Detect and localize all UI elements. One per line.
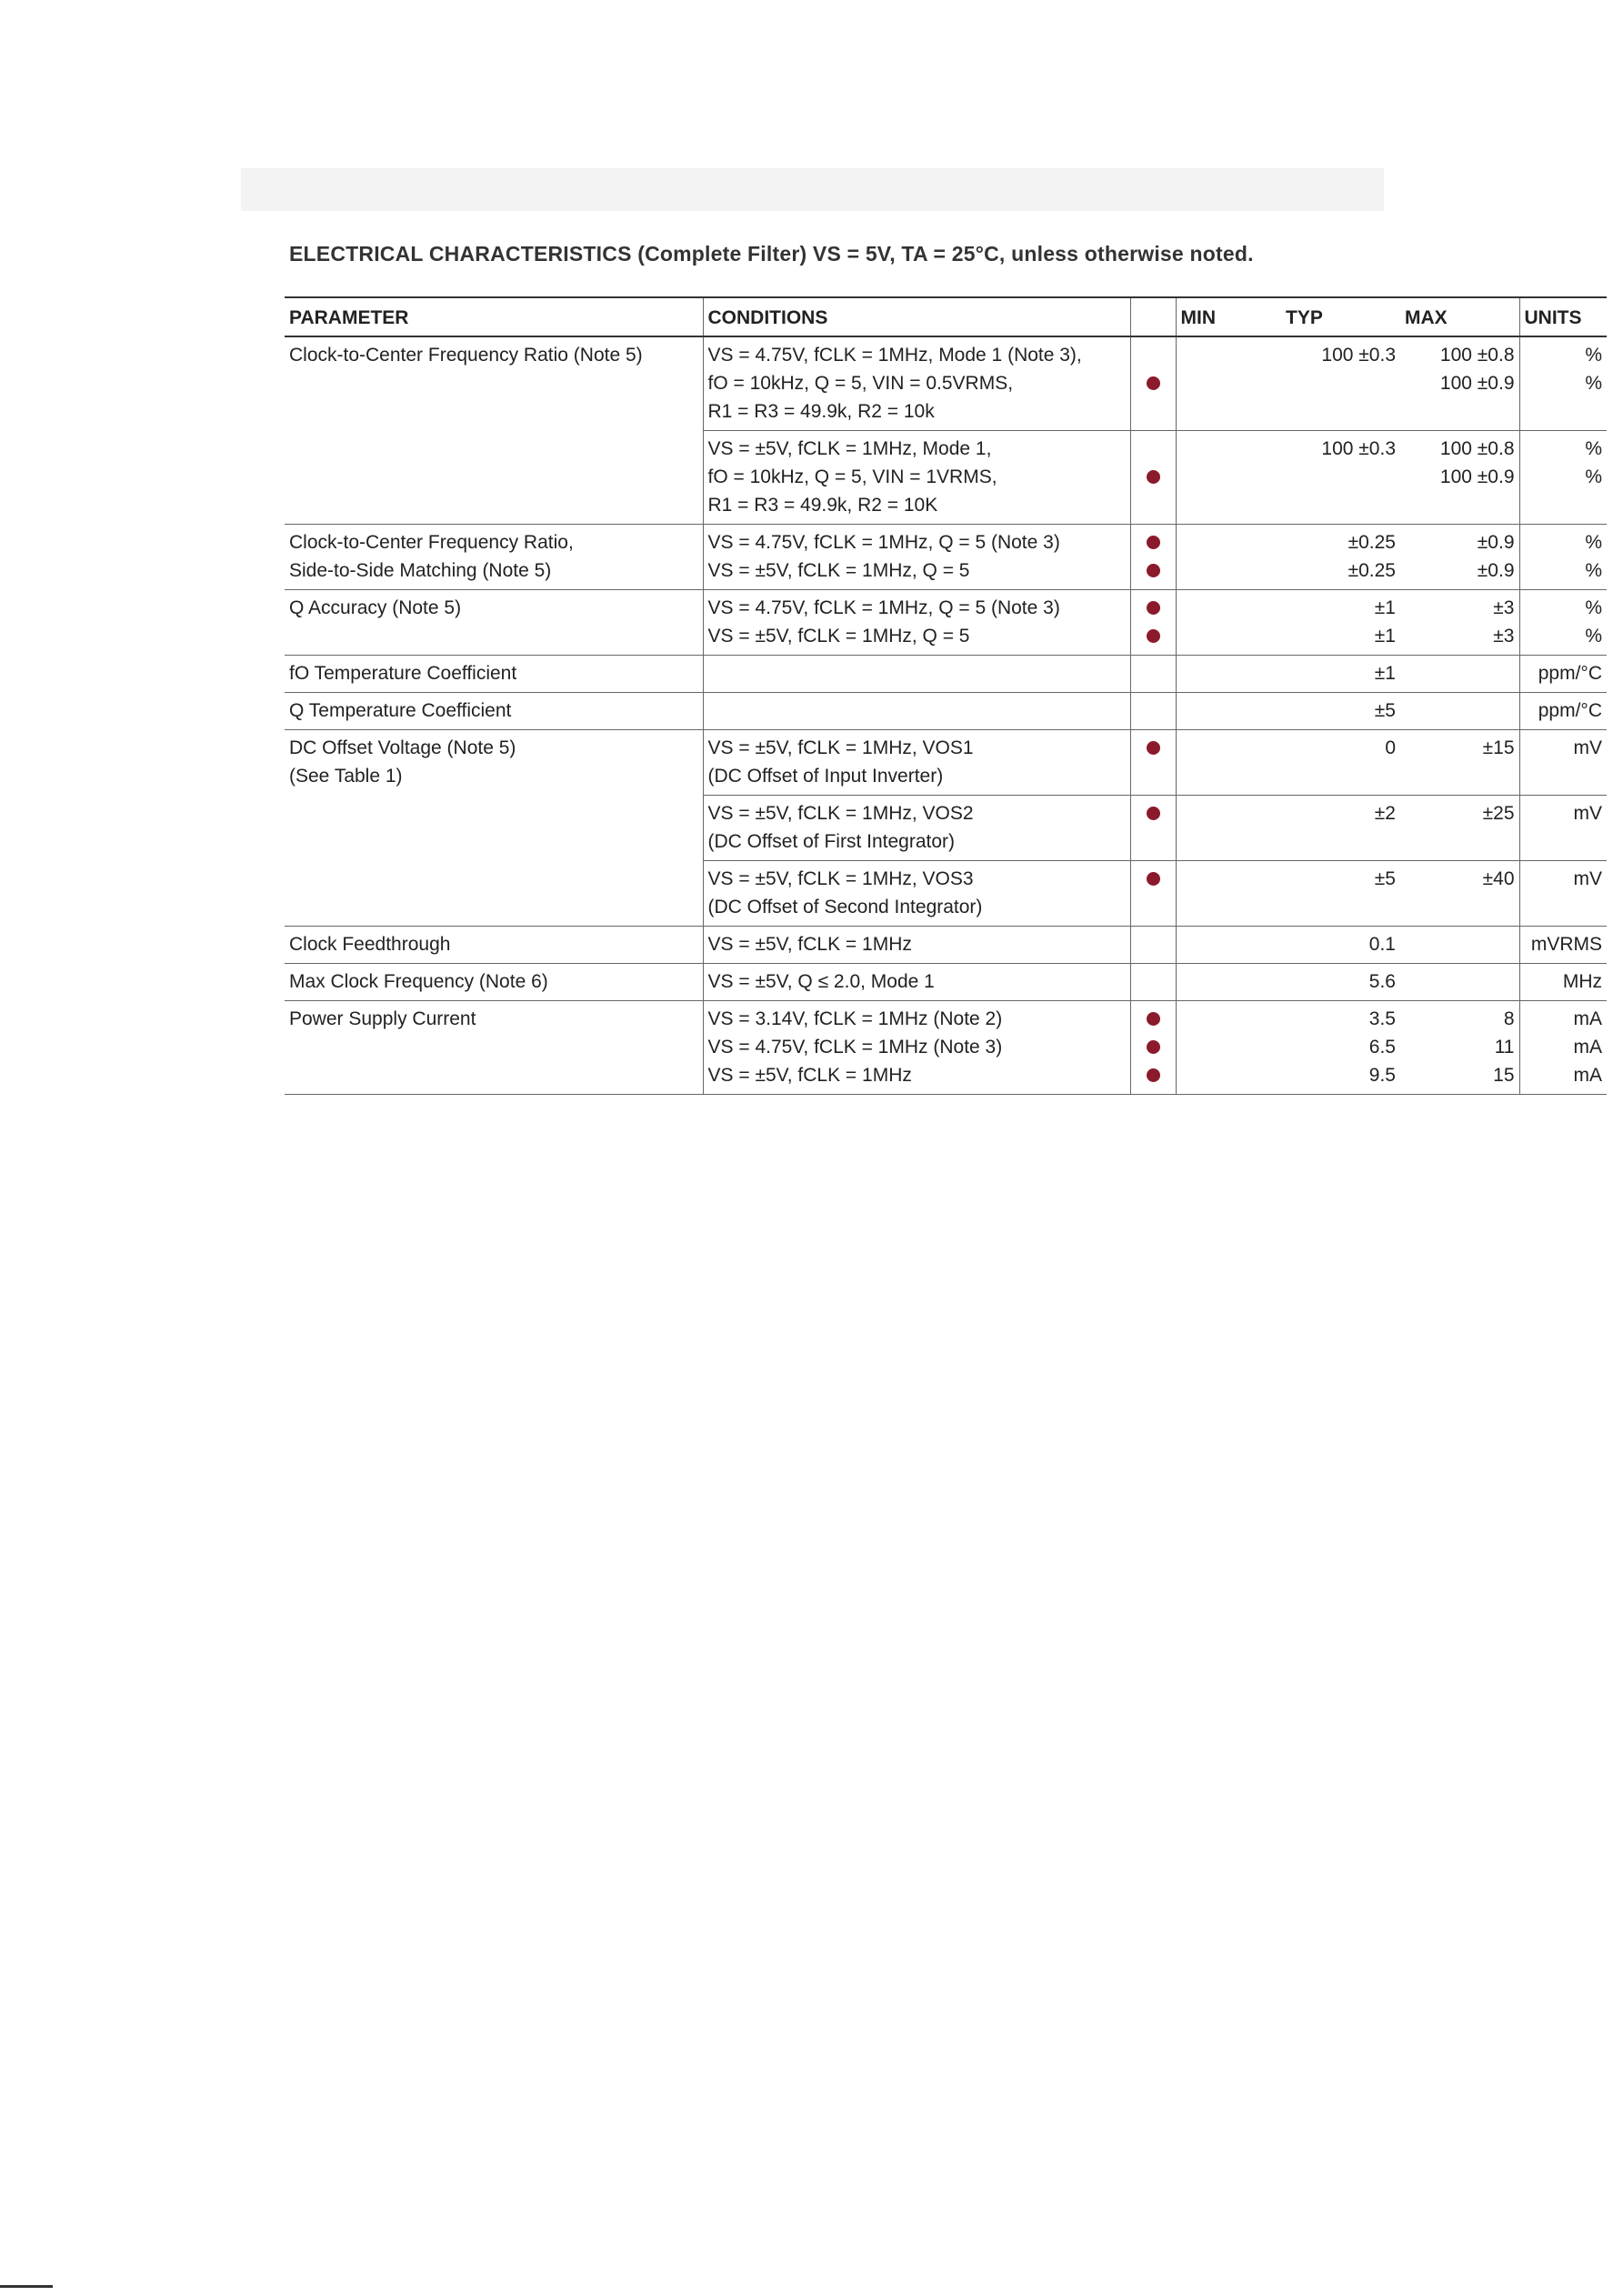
- bullet-cell: [1130, 656, 1176, 693]
- max-cell: [1400, 590, 1519, 656]
- units-cell: [1519, 590, 1607, 656]
- bullet-cell: [1130, 796, 1176, 861]
- conditions-cell-line: VS = ±5V, fCLK = 1MHz: [707, 1065, 912, 1086]
- header-bullet-column: [1130, 297, 1176, 336]
- min-cell: [1176, 861, 1281, 927]
- parameter-cell-line: [289, 799, 698, 827]
- parameter-cell: [285, 525, 703, 590]
- parameter-cell: [285, 796, 703, 861]
- max-cell-line: ±0.9: [1477, 532, 1515, 553]
- footer-rule: [0, 2285, 53, 2288]
- typ-cell-line: ±0.25: [1347, 532, 1396, 553]
- typ-cell-line: 6.5: [1368, 1037, 1396, 1058]
- conditions-cell-line: VS = 4.75V, fCLK = 1MHz (Note 3): [707, 1037, 1003, 1058]
- units-cell-line: mV: [1573, 737, 1602, 758]
- parameter-cell-line: DC Offset Voltage (Note 5): [289, 737, 516, 758]
- max-cell-line: ±40: [1482, 868, 1515, 889]
- bullet-marker: [1136, 697, 1171, 725]
- conditions-cell-line: VS = ±5V, fCLK = 1MHz: [707, 934, 912, 955]
- bullet-cell: [1130, 431, 1176, 525]
- typ-cell: [1281, 1001, 1400, 1095]
- bullet-cell: [1130, 730, 1176, 796]
- bullet-marker: [1136, 799, 1171, 827]
- page-header-bar: [241, 168, 1384, 211]
- conditions-cell-line: VS = 4.75V, fCLK = 1MHz, Q = 5 (Note 3): [707, 532, 1060, 553]
- max-cell-line: [1405, 697, 1515, 725]
- header-parameter: PARAMETER: [285, 297, 703, 336]
- units-cell-line: %: [1585, 532, 1602, 553]
- table-row: [285, 656, 1607, 693]
- bullet-marker: [1136, 463, 1171, 491]
- units-cell-line: %: [1585, 345, 1602, 366]
- conditions-cell: [703, 336, 1130, 431]
- units-cell: [1519, 431, 1607, 525]
- bullet-cell: [1130, 525, 1176, 590]
- bullet-cell: [1130, 964, 1176, 1001]
- min-cell: [1176, 796, 1281, 861]
- min-cell-line: [1181, 930, 1277, 958]
- max-cell-line: [1405, 968, 1515, 996]
- conditions-cell-line: [708, 697, 1126, 725]
- conditions-cell: [703, 525, 1130, 590]
- table-body: [285, 336, 1607, 1095]
- parameter-cell-line: Side-to-Side Matching (Note 5): [289, 560, 552, 581]
- min-cell-line: [1181, 1061, 1277, 1089]
- table-row: [285, 336, 1607, 431]
- typ-cell-line: 100 ±0.3: [1321, 345, 1396, 366]
- bullet-dot-icon: [1147, 601, 1160, 615]
- units-cell-line: MHz: [1562, 971, 1602, 992]
- conditions-cell: [703, 861, 1130, 927]
- conditions-cell-line: (DC Offset of First Integrator): [707, 831, 956, 852]
- min-cell: [1176, 590, 1281, 656]
- units-cell-line: ppm/°C: [1538, 700, 1602, 721]
- conditions-cell: [703, 693, 1130, 730]
- max-cell: [1400, 1001, 1519, 1095]
- typ-cell-line: 5.6: [1368, 971, 1396, 992]
- conditions-cell-line: fO = 10kHz, Q = 5, VIN = 1VRMS,: [707, 466, 997, 487]
- conditions-cell-line: VS = ±5V, fCLK = 1MHz, Mode 1,: [707, 438, 992, 459]
- bullet-marker: [1136, 594, 1171, 622]
- bullet-dot-icon: [1147, 741, 1160, 755]
- parameter-cell-line: (See Table 1): [289, 766, 403, 787]
- conditions-cell-line: VS = 3.14V, fCLK = 1MHz (Note 2): [707, 1008, 1003, 1029]
- table-row: [285, 525, 1607, 590]
- bullet-dot-icon: [1147, 376, 1160, 390]
- header-min: MIN: [1176, 297, 1281, 336]
- min-cell-line: [1181, 865, 1277, 893]
- max-cell-line: [1405, 659, 1515, 687]
- max-cell: [1400, 336, 1519, 431]
- bullet-marker: [1136, 827, 1171, 856]
- conditions-cell: [703, 656, 1130, 693]
- conditions-cell-line: VS = ±5V, fCLK = 1MHz, VOS1: [707, 737, 974, 758]
- conditions-cell: [703, 796, 1130, 861]
- min-cell: [1176, 964, 1281, 1001]
- conditions-cell: [703, 964, 1130, 1001]
- max-cell-line: ±15: [1482, 737, 1515, 758]
- min-cell-line: [1181, 968, 1277, 996]
- conditions-cell-line: VS = ±5V, fCLK = 1MHz, VOS3: [707, 868, 974, 889]
- units-cell-line: mA: [1573, 1037, 1602, 1058]
- max-cell: [1400, 964, 1519, 1001]
- electrical-characteristics-table: [285, 296, 1607, 1095]
- min-cell: [1176, 525, 1281, 590]
- units-cell: [1519, 861, 1607, 927]
- conditions-cell: [703, 927, 1130, 964]
- conditions-cell: [703, 431, 1130, 525]
- conditions-cell-line: VS = 4.75V, fCLK = 1MHz, Mode 1 (Note 3),: [707, 345, 1082, 366]
- min-cell-line: [1181, 734, 1277, 762]
- max-cell-line: 8: [1503, 1008, 1515, 1029]
- units-cell-line: ppm/°C: [1538, 663, 1602, 684]
- units-cell: [1519, 336, 1607, 431]
- min-cell-line: [1181, 594, 1277, 622]
- min-cell-line: [1181, 697, 1277, 725]
- parameter-cell: [285, 964, 703, 1001]
- bullet-marker: [1136, 435, 1171, 463]
- parameter-cell-line: Clock-to-Center Frequency Ratio,: [289, 532, 574, 553]
- bullet-cell: [1130, 590, 1176, 656]
- units-cell-line: %: [1585, 626, 1602, 647]
- min-cell-line: [1181, 435, 1277, 463]
- parameter-cell-line: Q Accuracy (Note 5): [289, 597, 462, 618]
- parameter-cell-line: Clock Feedthrough: [289, 934, 451, 955]
- typ-cell: [1281, 796, 1400, 861]
- typ-cell-line: ±0.25: [1347, 560, 1396, 581]
- max-cell: [1400, 693, 1519, 730]
- units-cell-line: %: [1585, 466, 1602, 487]
- typ-cell-line: ±1: [1374, 663, 1396, 684]
- cut-off-heading-text: ELECTRICAL CHARACTERISTICS (Complete Filter) VS = 5V, TA = 25°C, unless otherwise noted.: [289, 242, 1254, 266]
- header-units: UNITS: [1519, 297, 1607, 336]
- max-cell-line: 15: [1493, 1065, 1515, 1086]
- units-cell: [1519, 964, 1607, 1001]
- units-cell-line: %: [1585, 560, 1602, 581]
- table-header-row: [285, 297, 1607, 336]
- parameter-cell-line: fO Temperature Coefficient: [289, 663, 517, 684]
- table-row: [285, 927, 1607, 964]
- parameter-cell: [285, 927, 703, 964]
- parameter-cell: [285, 730, 703, 796]
- min-cell-line: [1181, 1033, 1277, 1061]
- conditions-cell-line: R1 = R3 = 49.9k, R2 = 10K: [707, 495, 938, 516]
- bullet-marker: [1136, 865, 1171, 893]
- conditions-cell-line: VS = ±5V, fCLK = 1MHz, Q = 5: [707, 560, 970, 581]
- min-cell: [1176, 656, 1281, 693]
- conditions-cell-line: (DC Offset of Second Integrator): [707, 897, 983, 917]
- typ-cell: [1281, 590, 1400, 656]
- typ-cell-line: 0: [1385, 737, 1396, 758]
- bullet-marker: [1136, 762, 1171, 790]
- typ-cell-line: [1286, 463, 1396, 491]
- table-row: [285, 693, 1607, 730]
- bullet-dot-icon: [1147, 470, 1160, 484]
- min-cell: [1176, 1001, 1281, 1095]
- typ-cell-line: 9.5: [1368, 1065, 1396, 1086]
- bullet-marker: [1136, 930, 1171, 958]
- max-cell-line: [1405, 930, 1515, 958]
- typ-cell: [1281, 730, 1400, 796]
- max-cell: [1400, 525, 1519, 590]
- bullet-dot-icon: [1147, 872, 1160, 886]
- parameter-cell-line: Q Temperature Coefficient: [289, 700, 512, 721]
- typ-cell: [1281, 693, 1400, 730]
- bullet-dot-icon: [1147, 536, 1160, 549]
- units-cell-line: mV: [1573, 868, 1602, 889]
- table-row: [285, 590, 1607, 656]
- max-cell: [1400, 861, 1519, 927]
- conditions-cell-line: VS = 4.75V, fCLK = 1MHz, Q = 5 (Note 3): [707, 597, 1060, 618]
- units-cell-line: mA: [1573, 1008, 1602, 1029]
- parameter-cell-line: [289, 435, 698, 463]
- max-cell-line: 100 ±0.9: [1439, 466, 1515, 487]
- bullet-dot-icon: [1147, 807, 1160, 820]
- table-row: [285, 730, 1607, 796]
- bullet-marker: [1136, 893, 1171, 921]
- table-row: [285, 431, 1607, 525]
- bullet-marker: [1136, 341, 1171, 369]
- min-cell: [1176, 431, 1281, 525]
- bullet-cell: [1130, 861, 1176, 927]
- table-row: [285, 964, 1607, 1001]
- typ-cell-line: ±2: [1374, 803, 1396, 824]
- min-cell: [1176, 730, 1281, 796]
- conditions-cell-line: VS = ±5V, fCLK = 1MHz, VOS2: [707, 803, 974, 824]
- min-cell-line: [1181, 799, 1277, 827]
- parameter-cell: [285, 1001, 703, 1095]
- min-cell-line: [1181, 1005, 1277, 1033]
- min-cell-line: [1181, 463, 1277, 491]
- conditions-cell-line: [708, 659, 1126, 687]
- min-cell: [1176, 693, 1281, 730]
- typ-cell-line: ±1: [1374, 597, 1396, 618]
- bullet-dot-icon: [1147, 1040, 1160, 1054]
- typ-cell-line: 0.1: [1368, 934, 1396, 955]
- bullet-dot-icon: [1147, 629, 1160, 643]
- max-cell-line: 100 ±0.8: [1439, 438, 1515, 459]
- header-conditions: CONDITIONS: [703, 297, 1130, 336]
- units-cell-line: %: [1585, 597, 1602, 618]
- parameter-cell-line: [289, 865, 698, 893]
- bullet-cell: [1130, 336, 1176, 431]
- bullet-marker: [1136, 556, 1171, 585]
- typ-cell: [1281, 964, 1400, 1001]
- typ-cell: [1281, 336, 1400, 431]
- conditions-cell: [703, 1001, 1130, 1095]
- parameter-cell-line: Clock-to-Center Frequency Ratio (Note 5): [289, 345, 643, 366]
- bullet-dot-icon: [1147, 1012, 1160, 1026]
- bullet-marker: [1136, 1005, 1171, 1033]
- bullet-marker: [1136, 491, 1171, 519]
- units-cell-line: %: [1585, 438, 1602, 459]
- min-cell: [1176, 336, 1281, 431]
- max-cell: [1400, 927, 1519, 964]
- table-row: [285, 861, 1607, 927]
- max-cell: [1400, 796, 1519, 861]
- parameter-cell-line: Power Supply Current: [289, 1008, 476, 1029]
- max-cell-line: ±3: [1493, 626, 1515, 647]
- conditions-cell-line: (DC Offset of Input Inverter): [707, 766, 944, 787]
- units-cell-line: mV: [1573, 803, 1602, 824]
- max-cell-line: ±25: [1482, 803, 1515, 824]
- bullet-marker: [1136, 1061, 1171, 1089]
- bullet-cell: [1130, 693, 1176, 730]
- min-cell-line: [1181, 556, 1277, 585]
- bullet-marker: [1136, 659, 1171, 687]
- bullet-cell: [1130, 1001, 1176, 1095]
- max-cell: [1400, 730, 1519, 796]
- units-cell-line: mA: [1573, 1065, 1602, 1086]
- conditions-cell-line: R1 = R3 = 49.9k, R2 = 10k: [707, 401, 935, 422]
- typ-cell-line: ±5: [1374, 868, 1396, 889]
- typ-cell: [1281, 525, 1400, 590]
- table-row: [285, 796, 1607, 861]
- max-cell-line: 11: [1494, 1037, 1515, 1058]
- typ-cell-line: ±1: [1374, 626, 1396, 647]
- min-cell-line: [1181, 622, 1277, 650]
- typ-cell: [1281, 927, 1400, 964]
- max-cell-line: ±0.9: [1477, 560, 1515, 581]
- min-cell-line: [1181, 341, 1277, 369]
- bullet-marker: [1136, 734, 1171, 762]
- bullet-marker: [1136, 968, 1171, 996]
- parameter-cell: [285, 693, 703, 730]
- max-cell-line: ±3: [1493, 597, 1515, 618]
- units-cell-line: mVRMS: [1530, 934, 1602, 955]
- typ-cell-line: ±5: [1374, 700, 1396, 721]
- units-cell: [1519, 1001, 1607, 1095]
- bullet-cell: [1130, 927, 1176, 964]
- parameter-cell: [285, 861, 703, 927]
- units-cell: [1519, 796, 1607, 861]
- typ-cell-line: [1286, 369, 1396, 397]
- units-cell-line: %: [1585, 373, 1602, 394]
- cut-off-heading: [289, 242, 1567, 275]
- units-cell: [1519, 927, 1607, 964]
- min-cell-line: [1181, 369, 1277, 397]
- bullet-marker: [1136, 622, 1171, 650]
- units-cell: [1519, 693, 1607, 730]
- bullet-dot-icon: [1147, 1068, 1160, 1082]
- header-max: MAX: [1400, 297, 1519, 336]
- typ-cell: [1281, 861, 1400, 927]
- min-cell: [1176, 927, 1281, 964]
- parameter-cell: [285, 590, 703, 656]
- parameter-cell: [285, 336, 703, 431]
- bullet-marker: [1136, 1033, 1171, 1061]
- conditions-cell-line: VS = ±5V, Q ≤ 2.0, Mode 1: [707, 971, 935, 992]
- bullet-dot-icon: [1147, 564, 1160, 577]
- parameter-cell: [285, 431, 703, 525]
- bullet-marker: [1136, 369, 1171, 397]
- max-cell: [1400, 431, 1519, 525]
- parameter-cell-line: Max Clock Frequency (Note 6): [289, 971, 548, 992]
- units-cell: [1519, 525, 1607, 590]
- units-cell: [1519, 656, 1607, 693]
- header-typ: TYP: [1281, 297, 1400, 336]
- units-cell: [1519, 730, 1607, 796]
- min-cell-line: [1181, 528, 1277, 556]
- conditions-cell: [703, 590, 1130, 656]
- typ-cell-line: 100 ±0.3: [1321, 438, 1396, 459]
- conditions-cell: [703, 730, 1130, 796]
- typ-cell: [1281, 656, 1400, 693]
- min-cell-line: [1181, 659, 1277, 687]
- bullet-marker: [1136, 397, 1171, 426]
- table-row: [285, 1001, 1607, 1095]
- max-cell-line: 100 ±0.9: [1439, 373, 1515, 394]
- bullet-marker: [1136, 528, 1171, 556]
- conditions-cell-line: fO = 10kHz, Q = 5, VIN = 0.5VRMS,: [707, 373, 1014, 394]
- typ-cell-line: 3.5: [1368, 1008, 1396, 1029]
- parameter-cell: [285, 656, 703, 693]
- conditions-cell-line: VS = ±5V, fCLK = 1MHz, Q = 5: [707, 626, 970, 647]
- typ-cell: [1281, 431, 1400, 525]
- max-cell-line: 100 ±0.8: [1439, 345, 1515, 366]
- max-cell: [1400, 656, 1519, 693]
